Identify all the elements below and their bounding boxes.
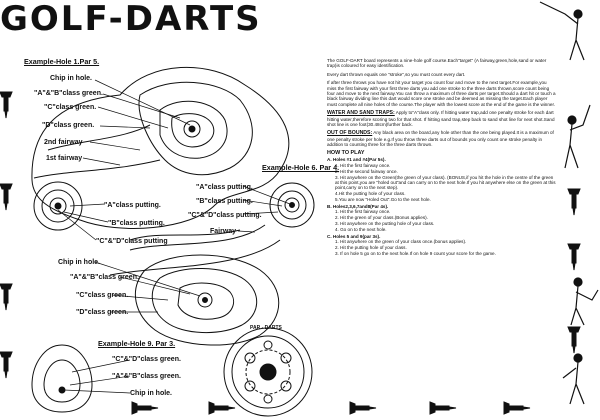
group-a-item: 2. Hit the second fairway once. bbox=[335, 168, 398, 174]
rules-intro: The GOLF-DART board represents a nine-hole golf course.Each"target" (A fairway,green,hole,sand or water trap)is coloured for easy identification. bbox=[327, 58, 547, 69]
rules-oob bbox=[327, 130, 557, 147]
oob-heading: OUT OF BOUNDS: bbox=[327, 130, 373, 137]
green2-label: "D"class green. bbox=[76, 309, 129, 316]
hole1-label: "A"&"B"class green. bbox=[34, 90, 103, 97]
water-heading: WATER AND SAND TRAPS: bbox=[327, 110, 395, 117]
group-c-item: 1. Hit anywhere on the green of your class once.(bonus applies). bbox=[335, 238, 467, 244]
hole6-label: Fairway bbox=[210, 228, 237, 235]
hole1-label: "C"class green. bbox=[44, 104, 97, 111]
putting-label: "B"class putting. bbox=[108, 220, 165, 227]
green2-label: "C"class green. bbox=[76, 292, 129, 299]
hole9-label: Chip in hole. bbox=[130, 390, 172, 397]
group-b-item: 2. Hit the green of your class.(Bonus applies). bbox=[335, 215, 428, 221]
group-c-item: 3. If on hole 5 go on to the next hole.If on hole 9 count your score for the game. bbox=[335, 250, 496, 256]
hole6-heading: Example-Hole 6. Par 4. bbox=[262, 163, 340, 172]
rules-stroke: Every dart thrown equals one "stroke",so you must count every dart. bbox=[327, 71, 466, 77]
group-a-item: 4.Hit the putting hole of your class. bbox=[335, 191, 406, 197]
page-title: GOLF-DARTS bbox=[0, 0, 262, 39]
dartboard bbox=[224, 328, 312, 416]
rules-text bbox=[327, 58, 557, 257]
hole1-heading: Example-Hole 1.Par 5. bbox=[24, 57, 100, 66]
putting-label: "A"class putting. bbox=[104, 202, 161, 209]
group-b-heading: B. Holes2,3,6,7and8(Par 4s). bbox=[327, 203, 389, 209]
group-a-item: 3. Hit anywhere on the Green(the green of your class). (BONUS,if you hit the hole in the centre of the green at this point,you are "holed out"and can carry on to the next hole.If you hit anywhere else on the green at this point,carry on to the next step). bbox=[335, 174, 556, 191]
water-body: Apply to"A"class only. If hitting water trap,add one penalty stroke for each dart hitting water,therefore scoring two for that shot. If hitting sand trap,step back to sand shot line for next shot.Sand shot line is one foot(30.48cm)further back. bbox=[327, 110, 555, 128]
putting-label: "C"&"D"class putting bbox=[96, 238, 168, 245]
group-c-item: 2. Hit the putting hole of your class. bbox=[335, 244, 407, 250]
rules-water bbox=[327, 110, 557, 127]
rules-after-three: If after three throws you have not hit your target you count four and move to the next target.For example,you miss the first fairway with your first three darts you add one stroke to the three darts thrown,score count being four and move to the next fairway.You can throw a maximum of three darts per target.Should a dart hit or touch a black fairway dividing line this dart would score one stroke and be deemed as missing the target.Each player must complete all nine holes of the course.The player with the lowest score at the end of the game is the winner. bbox=[327, 80, 556, 107]
hole6-label: "A"class putting. bbox=[196, 184, 253, 191]
how-to-play-heading: HOW TO PLAY bbox=[327, 149, 365, 156]
hole6-label: "B"class putting. bbox=[196, 198, 253, 205]
group-c-heading: C. Holes 5 and 9(par 3s). bbox=[327, 233, 381, 239]
dartboard-label: PAR - DARTS bbox=[250, 325, 282, 331]
hole9-label: "C"&"D"class green. bbox=[112, 356, 181, 363]
hole9-label: "A"&"B"class green. bbox=[112, 373, 181, 380]
group-a-item: 1. Hit the first fairway once. bbox=[335, 162, 391, 168]
green2-label: Chip in hole. bbox=[58, 259, 100, 266]
hole9-diagram bbox=[32, 345, 92, 412]
hole1-label: Chip in hole. bbox=[50, 75, 92, 82]
oob-body: Any black area on the board,any hole other than the one being played.It is a maximum of one penalty stroke per hole e.g.If you throw three darts out of bounds you only count one stroke penalty in addition to counting three for the three darts thrown. bbox=[327, 130, 554, 148]
group-a-item: 5.You are now "Holed Out".Go to the next hole. bbox=[335, 197, 431, 203]
hole9-heading: Example-Hole 9. Par 3. bbox=[98, 339, 176, 348]
group-b-item: 3. Hit anywhere on the putting hole of your class. bbox=[335, 221, 435, 227]
group-b-item: 1. Hit the first fairway once. bbox=[335, 209, 391, 215]
hole6-label: "C"&"D"class putting. bbox=[188, 212, 262, 219]
hole1-label: 1st fairway bbox=[46, 155, 83, 162]
group-a-heading: A. Holes #1 and #4(Par 5s). bbox=[327, 157, 386, 163]
group-b-item: 4. Go on to the next hole. bbox=[335, 227, 387, 233]
hole1-label: "D"class green. bbox=[42, 122, 95, 129]
hole1-label: 2nd fairway bbox=[44, 139, 83, 146]
green2-label: "A"&"B"class green. bbox=[70, 274, 139, 281]
